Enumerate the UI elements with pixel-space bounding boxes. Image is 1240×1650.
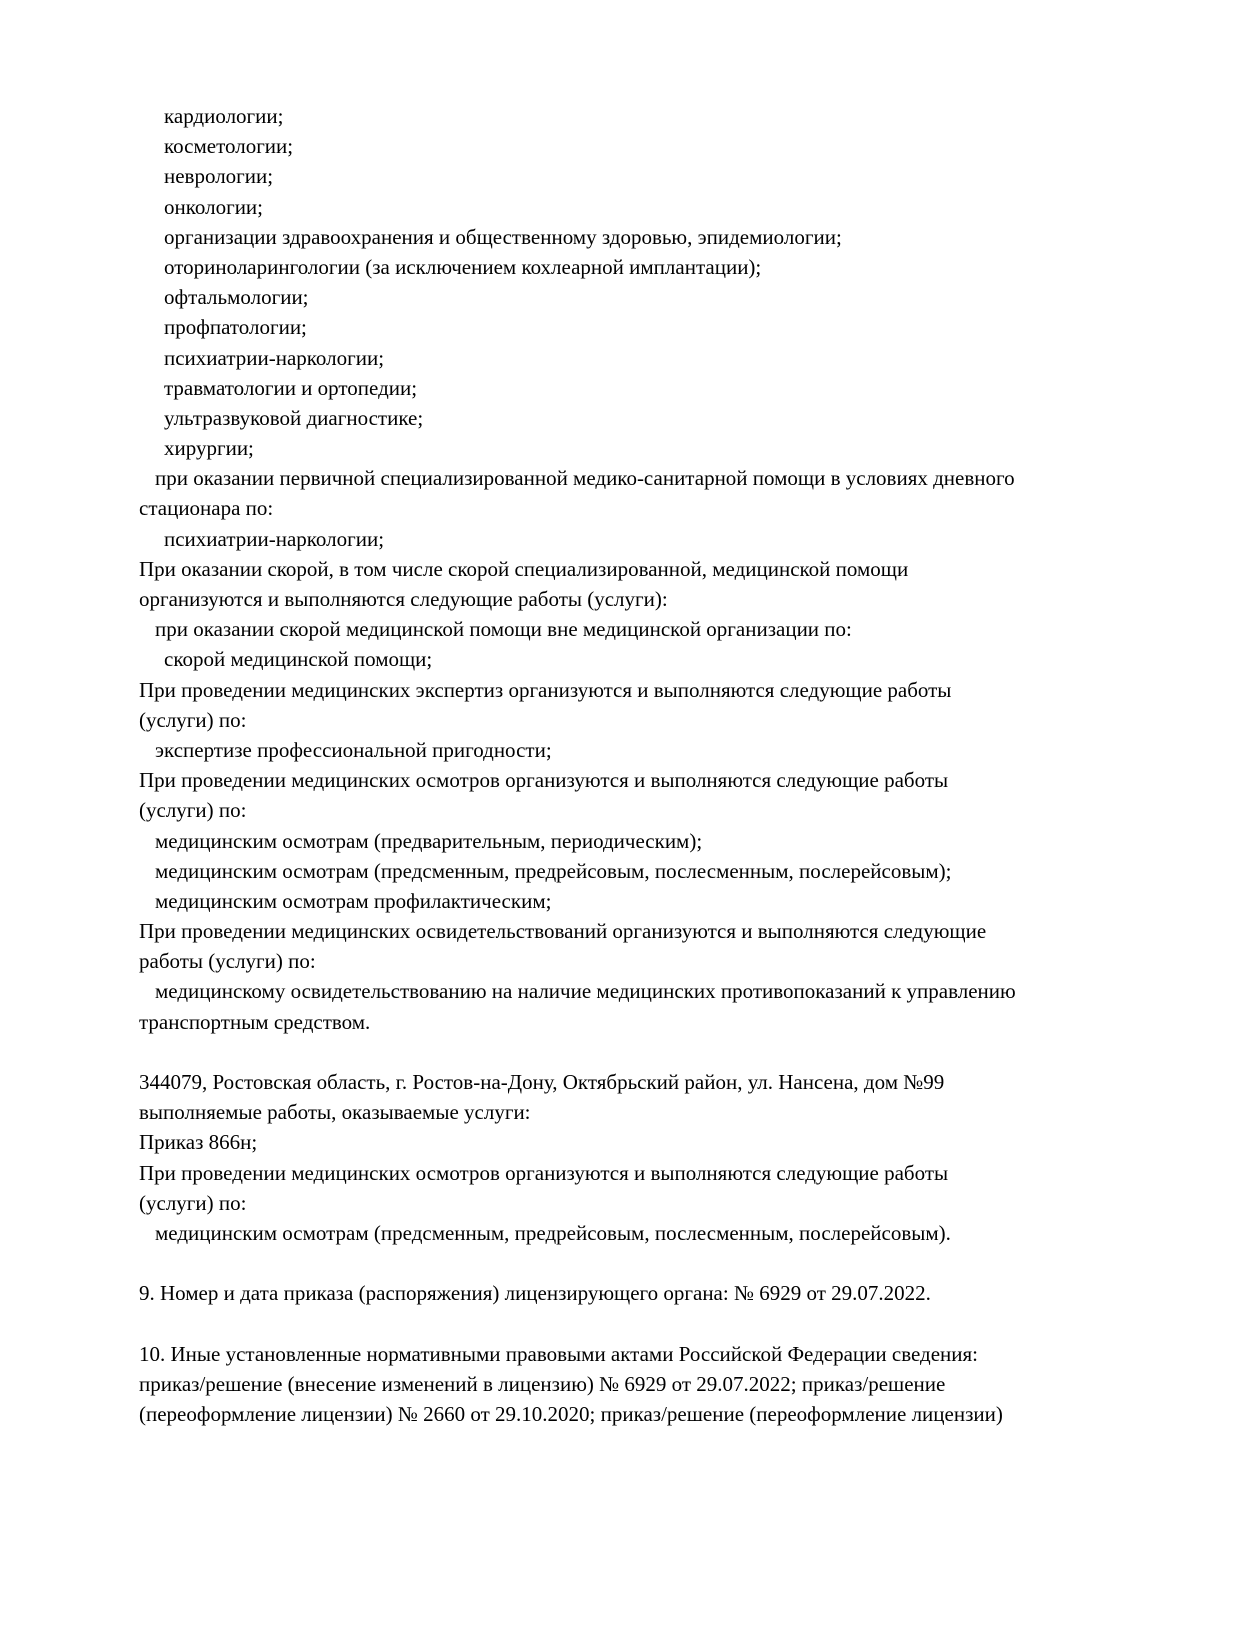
- document-line: При проведении медицинских освидетельствований организуются и выполняются следующие: [139, 919, 987, 944]
- document-line: (услуги) по:: [139, 1190, 247, 1215]
- document-line: офтальмологии;: [164, 285, 309, 310]
- document-line: хирургии;: [164, 436, 254, 461]
- document-line: выполняемые работы, оказываемые услуги:: [139, 1100, 531, 1125]
- document-line: кардиологии;: [164, 104, 284, 128]
- document-line: при оказании скорой медицинской помощи вне медицинской организации по:: [155, 617, 852, 642]
- document-line: медицинским осмотрам профилактическим;: [155, 888, 552, 913]
- document-line: 344079, Ростовская область, г. Ростов-на-Дону, Октябрьский район, ул. Нансена, дом №99: [139, 1070, 945, 1094]
- document-line: профпатологии;: [164, 315, 307, 340]
- document-line: при оказании первичной специализированной медико-санитарной помощи в условиях дневного: [155, 466, 1015, 491]
- document-line: (услуги) по:: [139, 798, 247, 823]
- document-line: неврологии;: [164, 164, 274, 189]
- document-line: оториноларингологии (за исключением кохлеарной имплантации);: [164, 254, 762, 279]
- document-line: транспортным средством.: [139, 1009, 371, 1034]
- document-line: При оказании скорой, в том числе скорой специализированной, медицинской помощи: [139, 556, 909, 581]
- document-line: При проведении медицинских экспертиз организуются и выполняются следующие работы: [139, 677, 952, 702]
- document-line: психиатрии-наркологии;: [164, 526, 385, 551]
- document-line: 10. Иные установленные нормативными правовыми актами Российской Федерации сведения:: [139, 1341, 979, 1366]
- document-line: При проведении медицинских осмотров организуются и выполняются следующие работы: [139, 768, 949, 793]
- document-line: 9. Номер и дата приказа (распоряжения) лицензирующего органа: № 6929 от 29.07.2022.: [139, 1281, 931, 1306]
- blank-line: [139, 1248, 1140, 1278]
- document-line: медицинскому освидетельствованию на наличие медицинских противопоказаний к управлению: [155, 979, 1016, 1004]
- document-line: работы (услуги) по:: [139, 949, 316, 974]
- document-line: онкологии;: [164, 194, 264, 219]
- document-line: При проведении медицинских осмотров организуются и выполняются следующие работы: [139, 1160, 949, 1185]
- document-line: организуются и выполняются следующие работы (услуги):: [139, 587, 668, 611]
- document-text-block: [139, 101, 1140, 1429]
- document-line: косметологии;: [164, 134, 294, 159]
- blank-line: [139, 1309, 1140, 1339]
- document-line: травматологии и ортопедии;: [164, 375, 418, 400]
- document-line: медицинским осмотрам (предсменным, предрейсовым, послесменным, послерейсовым);: [155, 858, 952, 883]
- document-line: (услуги) по:: [139, 707, 247, 732]
- document-line: медицинским осмотрам (предсменным, предрейсовым, послесменным, послерейсовым).: [155, 1220, 951, 1245]
- document-line: Приказ 866н;: [139, 1130, 258, 1155]
- document-line: экспертизе профессиональной пригодности;: [155, 737, 552, 762]
- document-line: (переоформление лицензии) № 2660 от 29.10.2020; приказ/решение (переоформление лицензии): [139, 1402, 1003, 1427]
- document-line: организации здравоохранения и общественному здоровью, эпидемиологии;: [164, 224, 842, 249]
- document-line: приказ/решение (внесение изменений в лицензию) № 6929 от 29.07.2022; приказ/решение: [139, 1371, 946, 1396]
- document-line: медицинским осмотрам (предварительным, периодическим);: [155, 828, 703, 853]
- document-line: ультразвуковой диагностике;: [164, 405, 424, 430]
- document-line: скорой медицинской помощи;: [164, 647, 433, 672]
- document-line: стационара по:: [139, 496, 274, 521]
- blank-line: [139, 1037, 1140, 1067]
- document-line: психиатрии-наркологии;: [164, 345, 385, 370]
